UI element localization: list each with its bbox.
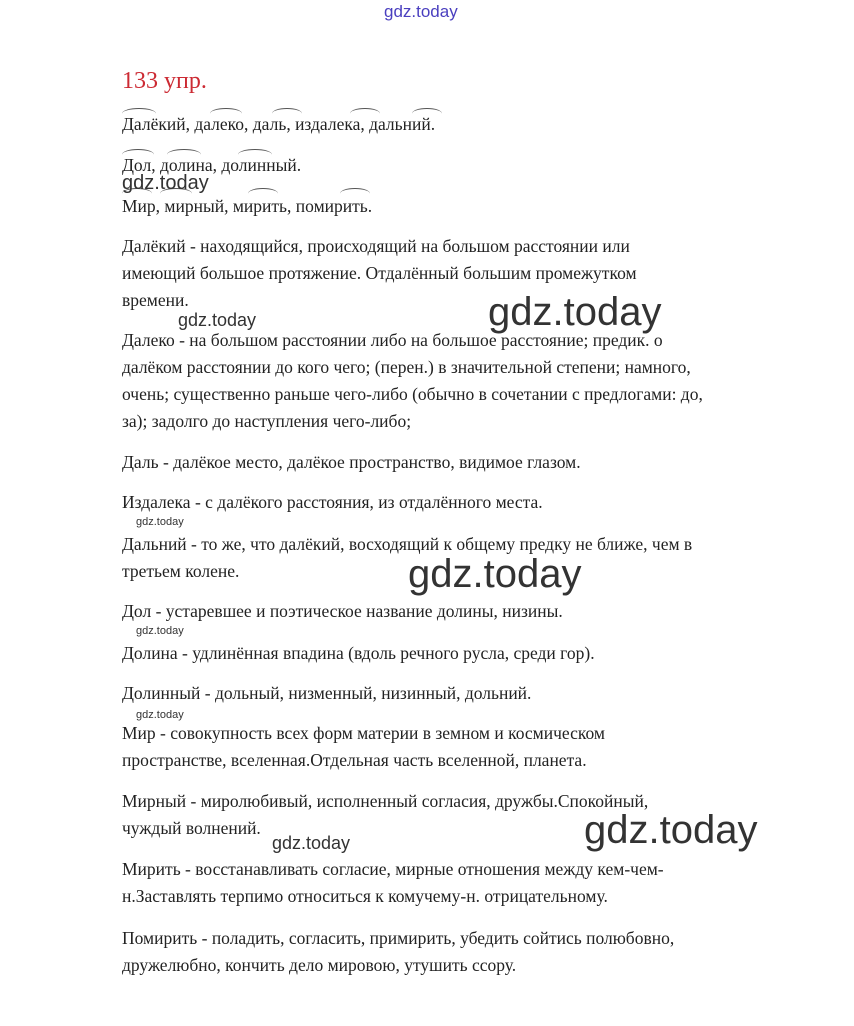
definition-line: Мирить - восстанавливать согласие, мирные отношения между кем-чем- — [122, 859, 664, 879]
definition-line: Дальний - то же, что далёкий, восходящий к общему предку не ближе, чем в — [122, 534, 693, 554]
word-group: Мир, мирный, мирить, помирить. — [122, 196, 373, 216]
definition-line: Помирить - поладить, согласить, примирить, убедить сойтись полюбовно, — [122, 928, 675, 948]
watermark: gdz.today — [488, 290, 662, 334]
definition-line: третьем колене. — [122, 561, 240, 581]
definition-line: Далеко - на большом расстоянии либо на большое расстояние; предик. о — [122, 330, 663, 350]
watermark: gdz.today — [122, 172, 209, 194]
word-group: Дол, долина, долинный. — [122, 155, 302, 175]
definition-line: за); задолго до наступления чего-либо; — [122, 411, 412, 431]
watermark: gdz.today — [408, 552, 582, 596]
definition-line: Издалека - с далёкого расстояния, из отдалённого места. — [122, 492, 543, 512]
definition-line: Долинный - дольный, низменный, низинный, дольний. — [122, 683, 532, 703]
definition-line: Мир - совокупность всех форм материи в земном и космическом — [122, 723, 605, 743]
definition-line: имеющий большое протяжение. Отдалённый большим промежутком — [122, 263, 637, 283]
definition-line: Долина - удлинённая впадина (вдоль речного русла, среди гор). — [122, 643, 595, 663]
definition-line: дружелюбно, кончить дело мировою, утушить ссору. — [122, 955, 517, 975]
definition-line: пространстве, вселенная.Отдельная часть вселенной, планета. — [122, 750, 587, 770]
definition-line: Мирный - миролюбивый, исполненный согласия, дружбы.Спокойный, — [122, 791, 649, 811]
exercise-title: 133 упр. — [122, 68, 207, 94]
definition-line: чуждый волнений. — [122, 818, 261, 838]
watermark: gdz.today — [272, 833, 351, 853]
definition-line: очень; существенно раньше чего-либо (обычно в сочетании с предлогами: до, — [122, 384, 703, 404]
word-group: Далёкий, далеко, даль, издалека, дальний. — [122, 114, 436, 134]
watermark: gdz.today — [584, 808, 758, 852]
watermark: gdz.today — [136, 625, 184, 637]
definition-line: Даль - далёкое место, далёкое пространство, видимое глазом. — [122, 452, 581, 472]
watermark-top: gdz.today — [384, 2, 458, 21]
watermark: gdz.today — [136, 516, 184, 528]
definition-line: далёком расстоянии до кого чего; (перен.) в значительной степени; намного, — [122, 357, 691, 377]
watermark: gdz.today — [178, 310, 257, 330]
definition-line: Дол - устаревшее и поэтическое название долины, низины. — [122, 601, 563, 621]
definition-line: Далёкий - находящийся, происходящий на большом расстоянии или — [122, 236, 630, 256]
watermark: gdz.today — [136, 709, 184, 721]
definition-line: н.Заставлять терпимо относиться к комучему-н. отрицательному. — [122, 886, 608, 906]
definition-line: времени. — [122, 290, 189, 310]
